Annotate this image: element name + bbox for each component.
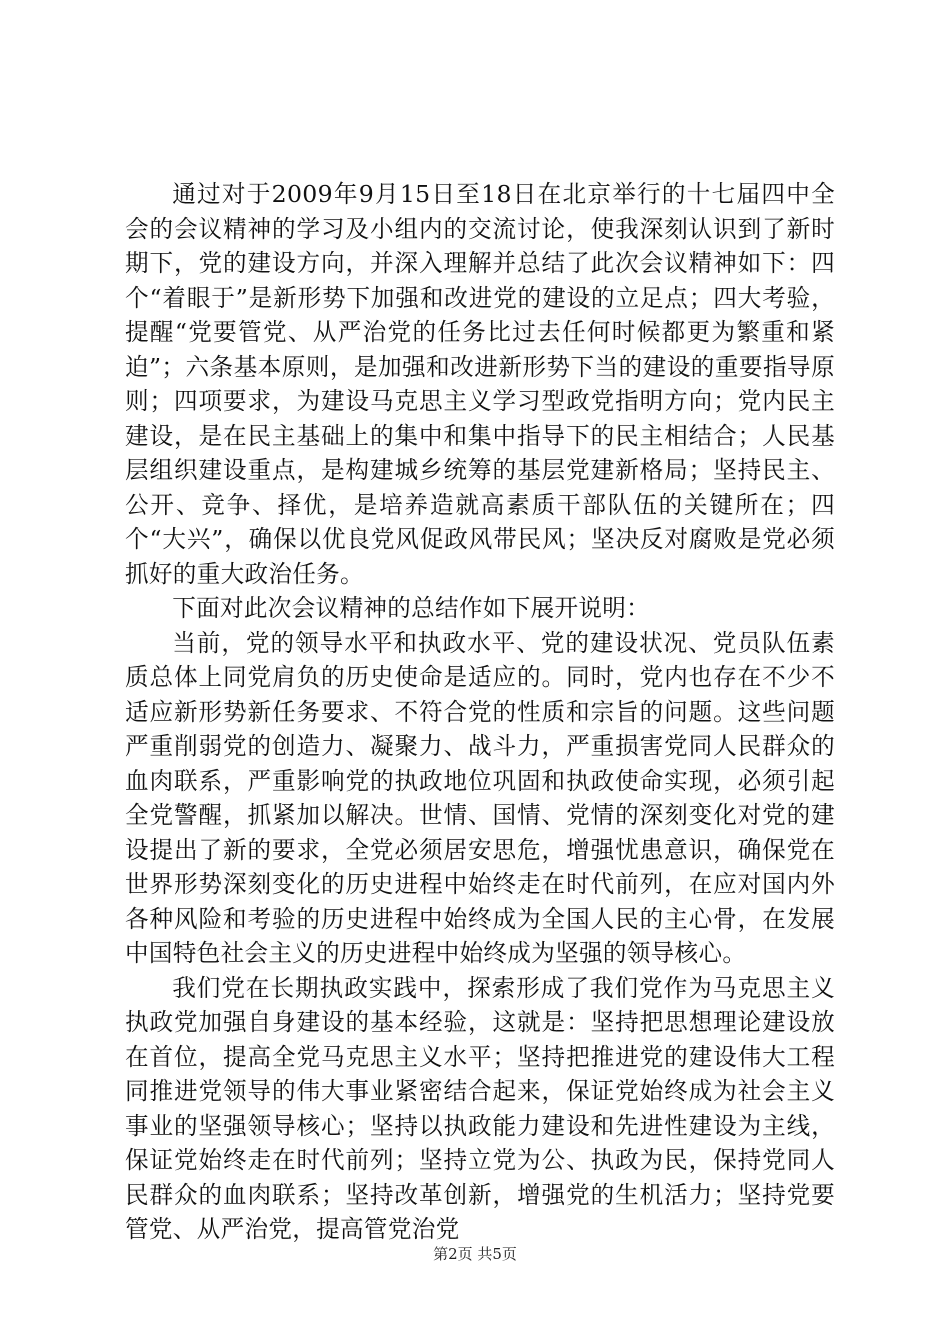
paragraph-current-situation: 当前，党的领导水平和执政水平、党的建设状况、党员队伍素质总体上同党肩负的历史使命是适应的。同时，党内也存在不少不适应新形势新任务要求、不符合党的性质和宗旨的问题。这些问题严重削弱党的创造力、凝聚力、战斗力，严重损害党同人民群众的血肉联系，严重影响党的执政地位巩固和执政使命实现，必须引起全党警醒，抓紧加以解决。世情、国情、党情的深刻变化对党的建设提出了新的要求，全党必须居安思危，增强忧患意识，确保党在世界形势深刻变化的历史进程中始终走在时代前列，在应对国内外各种风险和考验的历史进程中始终成为全国人民的主心骨，在发展中国特色社会主义的历史进程中始终成为坚强的领导核心。 xyxy=(125,628,835,967)
paragraph-summary: 通过对于2009年9月15日至18日在北京举行的十七届四中全会的会议精神的学习及小组内的交流讨论，使我深刻认识到了新时期下，党的建设方向，并深入理解并总结了此次会议精神如下：四个“着眼于”是新形势下加强和改进党的建设的立足点；四大考验，提醒“党要管党、从严治党的任务比过去任何时候都更为繁重和紧迫”；六条基本原则，是加强和改进新形势下当的建设的重要指导原则；四项要求，为建设马克思主义学习型政党指明方向；党内民主建设，是在民主基础上的集中和集中指导下的民主相结合；人民基层组织建设重点，是构建城乡统筹的基层党建新格局；坚持民主、公开、竞争、择优，是培养造就高素质干部队伍的关键所在；四个“大兴”，确保以优良党风促政风带民风；坚决反对腐败是党必须抓好的重大政治任务。 xyxy=(125,180,835,588)
paragraph-basic-experience: 我们党在长期执政实践中，探索形成了我们党作为马克思主义执政党加强自身建设的基本经验，这就是：坚持把思想理论建设放在首位，提高全党马克思主义水平；坚持把推进党的建设伟大工程同推进党领导的伟大事业紧密结合起来，保证党始终成为社会主义事业的坚强领导核心；坚持以执政能力建设和先进性建设为主线，保证党始终走在时代前列；坚持立党为公、执政为民，保持党同人民群众的血肉联系；坚持改革创新，增强党的生机活力；坚持党要管党、从严治党，提高管党治党 xyxy=(125,973,835,1243)
paragraph-intro: 下面对此次会议精神的总结作如下展开说明： xyxy=(172,594,651,622)
document-body xyxy=(125,177,835,1247)
page-number-footer: 第2页 共5页 xyxy=(433,1245,517,1263)
